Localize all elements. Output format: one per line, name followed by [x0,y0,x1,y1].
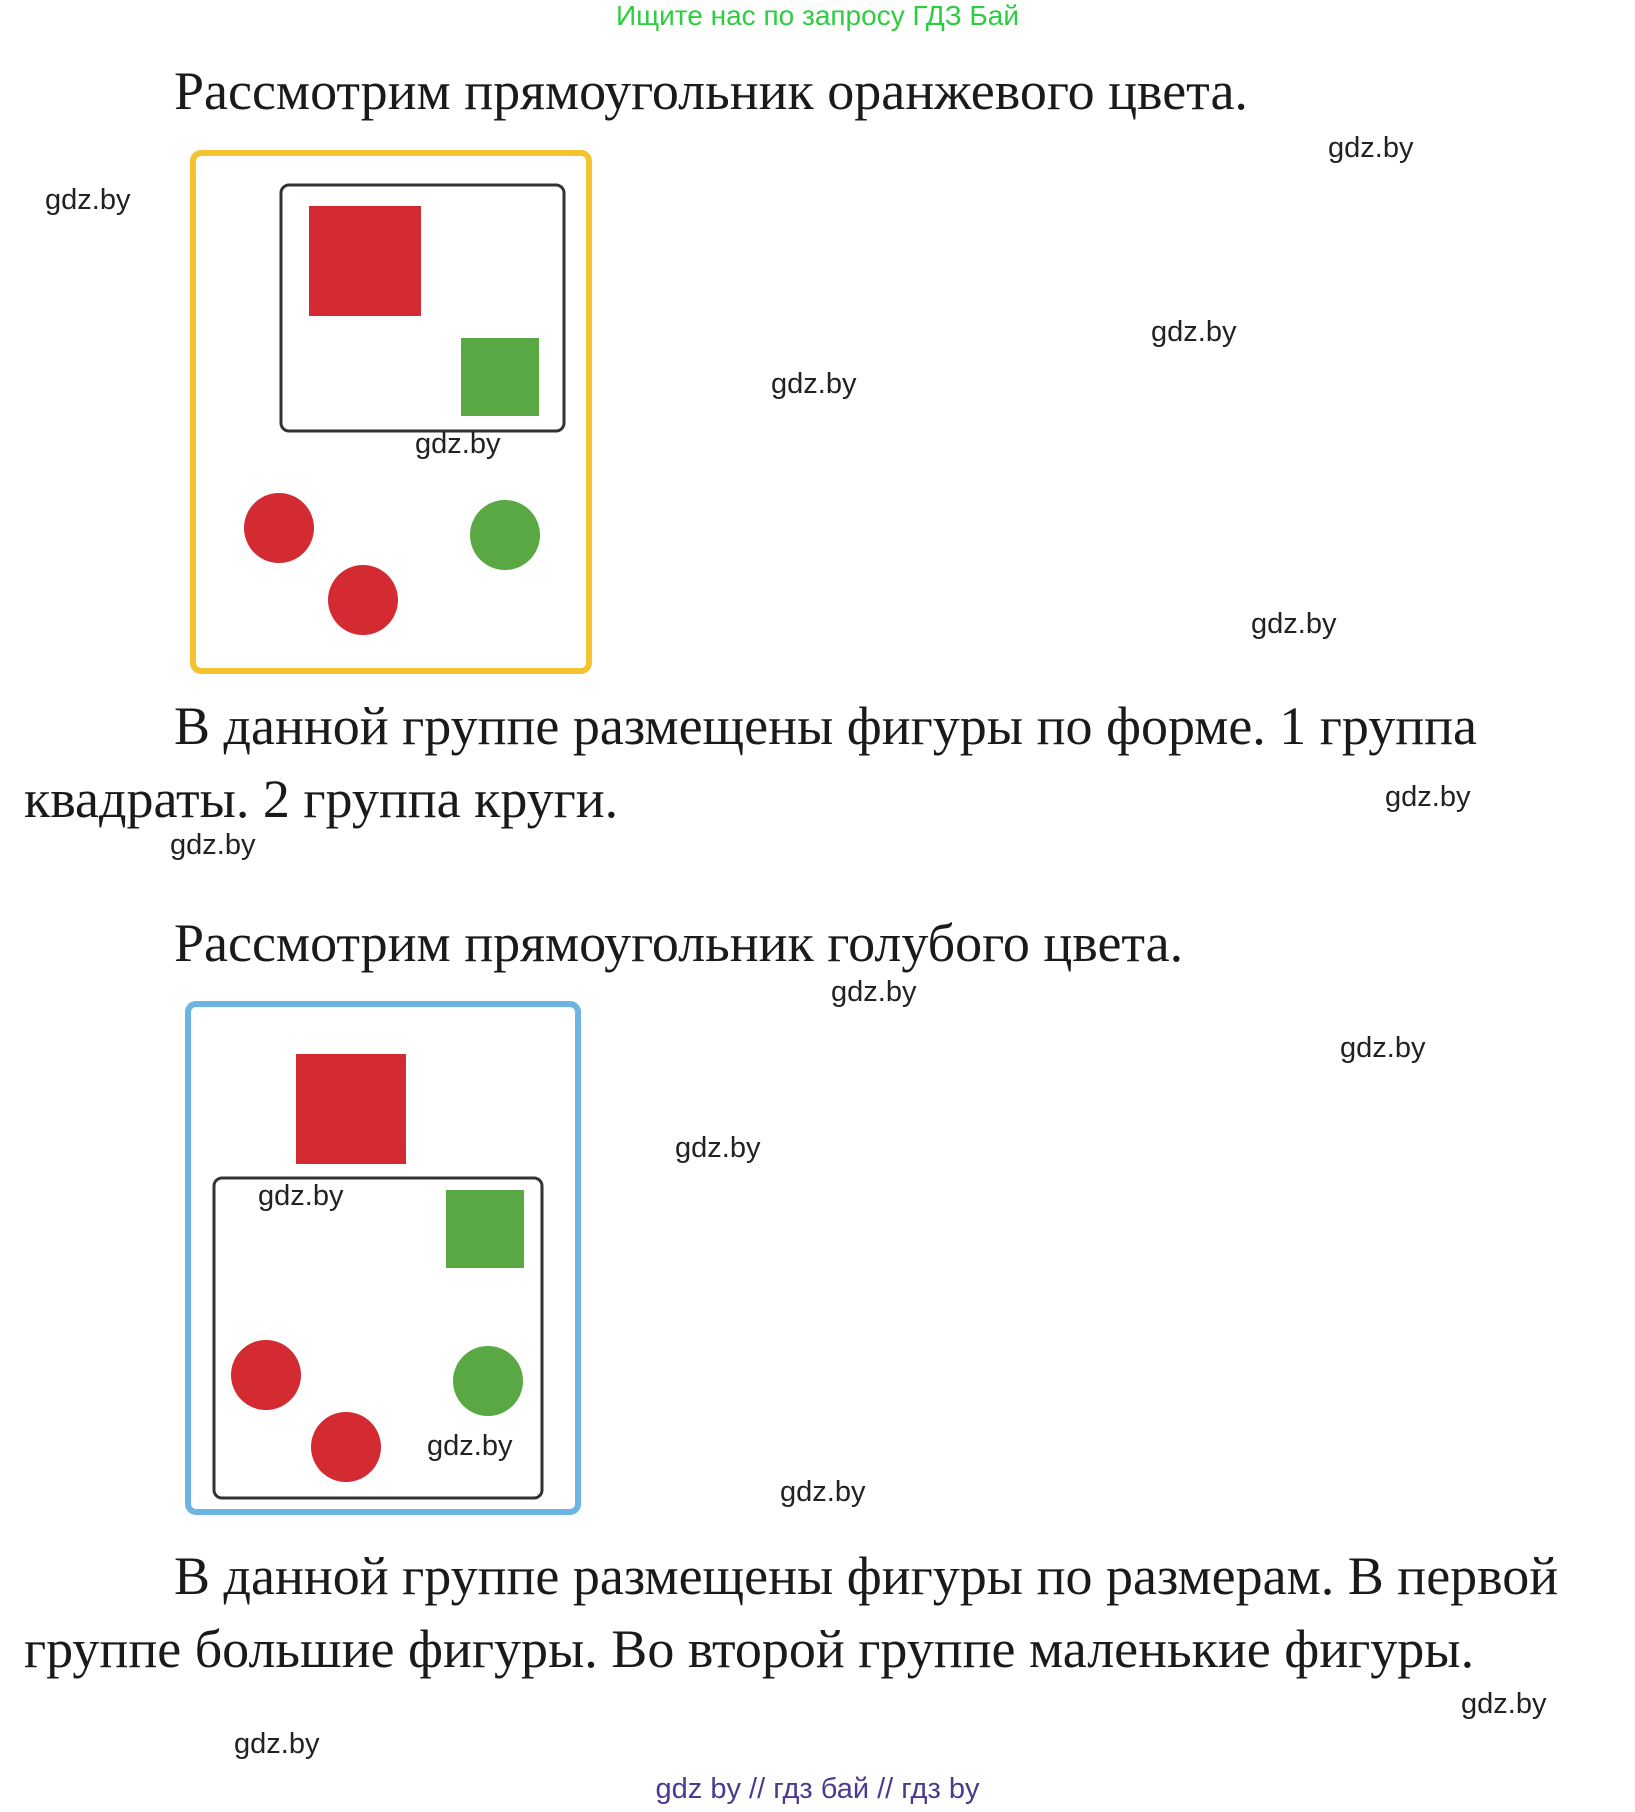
watermark: gdz.by [831,976,917,1008]
small-green-square [461,338,539,416]
large-red-square [296,1054,406,1164]
watermark: gdz.by [1340,1032,1426,1064]
orange-frame-figure [188,148,594,678]
watermark: gdz.by [1251,608,1337,640]
watermark: gdz.by [427,1430,513,1462]
section-1-conclusion: В данной группе размещены фигуры по форме. 1 группа квадраты. 2 группа круги. [24,696,1477,829]
watermark: gdz.by [1151,316,1237,348]
watermark: gdz.by [45,184,131,216]
watermark: gdz.by [780,1476,866,1508]
watermark: gdz.by [675,1132,761,1164]
red-circle [328,565,398,635]
blue-frame-figure [184,1000,584,1520]
watermark: gdz.by [1385,781,1471,813]
watermark: gdz.by [415,428,501,460]
red-circle [244,493,314,563]
watermark: gdz.by [234,1728,320,1760]
watermark: gdz.by [170,829,256,861]
small-green-square [446,1190,524,1268]
watermark: gdz.by [1328,132,1414,164]
section-1-heading: Рассмотрим прямоугольник оранжевого цвета. [174,61,1248,121]
green-circle [470,500,540,570]
footer-links: gdz by // гдз бай // гдз by [655,1773,980,1805]
search-banner: Ищите нас по запросу ГДЗ Бай [615,0,1020,31]
large-red-square [309,206,421,316]
watermark: gdz.by [258,1180,344,1212]
red-circle [231,1340,301,1410]
watermark: gdz.by [771,368,857,400]
section-2-conclusion: В данной группе размещены фигуры по размерам. В первой группе большие фигуры. Во второй группе маленькие фигуры. [24,1546,1559,1679]
red-circle [311,1412,381,1482]
section-2-heading: Рассмотрим прямоугольник голубого цвета. [174,913,1184,973]
green-circle [453,1346,523,1416]
watermark: gdz.by [1461,1688,1547,1720]
